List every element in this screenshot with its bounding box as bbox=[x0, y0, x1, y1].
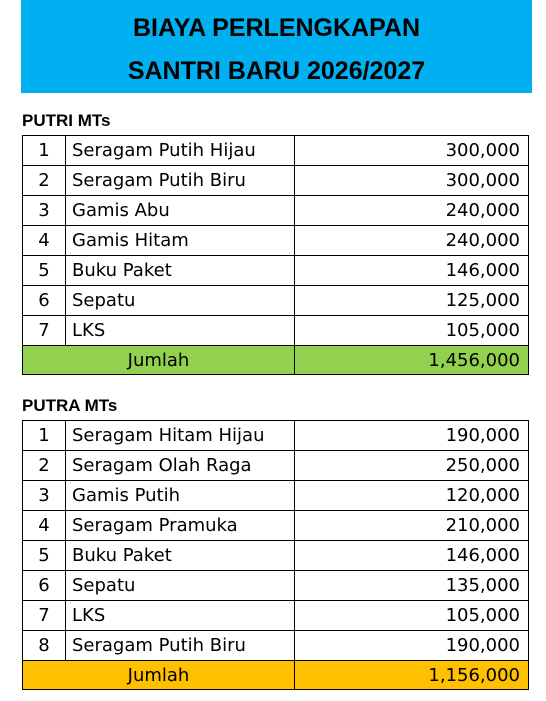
item-name-cell: Gamis Abu bbox=[66, 196, 295, 226]
price-cell: 105,000 bbox=[295, 601, 529, 631]
price-cell: 190,000 bbox=[295, 421, 529, 451]
table-row bbox=[23, 286, 529, 316]
price-cell: 240,000 bbox=[295, 226, 529, 256]
table-row bbox=[23, 136, 529, 166]
item-name-cell: Seragam Putih Biru bbox=[66, 166, 295, 196]
table-row bbox=[23, 601, 529, 631]
table-row bbox=[23, 421, 529, 451]
price-cell: 210,000 bbox=[295, 511, 529, 541]
title-banner bbox=[21, 0, 532, 93]
table-row bbox=[23, 226, 529, 256]
total-row bbox=[23, 661, 529, 690]
table-row bbox=[23, 481, 529, 511]
table-row bbox=[23, 196, 529, 226]
table-row bbox=[23, 451, 529, 481]
price-cell: 146,000 bbox=[295, 541, 529, 571]
table-row bbox=[23, 256, 529, 286]
price-cell: 300,000 bbox=[295, 166, 529, 196]
section-title-putra: PUTRA MTs bbox=[22, 396, 118, 415]
table-row bbox=[23, 511, 529, 541]
price-cell: 190,000 bbox=[295, 631, 529, 661]
row-number-cell: 7 bbox=[23, 316, 66, 346]
row-number-cell: 3 bbox=[23, 196, 66, 226]
total-label: Jumlah bbox=[23, 661, 295, 690]
item-name-cell: Sepatu bbox=[66, 286, 295, 316]
item-name-cell: Buku Paket bbox=[66, 256, 295, 286]
row-number-cell: 1 bbox=[23, 421, 66, 451]
total-value: 1,156,000 bbox=[295, 661, 529, 690]
row-number-cell: 8 bbox=[23, 631, 66, 661]
total-value: 1,456,000 bbox=[295, 346, 529, 375]
table-row bbox=[23, 316, 529, 346]
row-number-cell: 5 bbox=[23, 256, 66, 286]
total-row bbox=[23, 346, 529, 375]
row-number-cell: 2 bbox=[23, 451, 66, 481]
row-number-cell: 2 bbox=[23, 166, 66, 196]
row-number-cell: 3 bbox=[23, 481, 66, 511]
price-cell: 300,000 bbox=[295, 136, 529, 166]
row-number-cell: 1 bbox=[23, 136, 66, 166]
price-cell: 105,000 bbox=[295, 316, 529, 346]
item-name-cell: Buku Paket bbox=[66, 541, 295, 571]
table-row bbox=[23, 571, 529, 601]
row-number-cell: 4 bbox=[23, 226, 66, 256]
price-cell: 146,000 bbox=[295, 256, 529, 286]
table-row bbox=[23, 166, 529, 196]
row-number-cell: 6 bbox=[23, 571, 66, 601]
price-cell: 250,000 bbox=[295, 451, 529, 481]
item-name-cell: Gamis Putih bbox=[66, 481, 295, 511]
table-putra bbox=[22, 420, 529, 690]
table-putri bbox=[22, 135, 529, 375]
item-name-cell: Seragam Olah Raga bbox=[66, 451, 295, 481]
row-number-cell: 6 bbox=[23, 286, 66, 316]
table-row bbox=[23, 541, 529, 571]
item-name-cell: Seragam Hitam Hijau bbox=[66, 421, 295, 451]
item-name-cell: LKS bbox=[66, 316, 295, 346]
price-cell: 240,000 bbox=[295, 196, 529, 226]
item-name-cell: Sepatu bbox=[66, 571, 295, 601]
row-number-cell: 4 bbox=[23, 511, 66, 541]
item-name-cell: Gamis Hitam bbox=[66, 226, 295, 256]
item-name-cell: Seragam Putih Hijau bbox=[66, 136, 295, 166]
price-cell: 135,000 bbox=[295, 571, 529, 601]
title-line-2: SANTRI BARU 2026/2027 bbox=[127, 57, 426, 85]
row-number-cell: 5 bbox=[23, 541, 66, 571]
title-line-1: BIAYA PERLENGKAPAN bbox=[132, 14, 421, 42]
total-label: Jumlah bbox=[23, 346, 295, 375]
row-number-cell: 7 bbox=[23, 601, 66, 631]
item-name-cell: LKS bbox=[66, 601, 295, 631]
item-name-cell: Seragam Pramuka bbox=[66, 511, 295, 541]
item-name-cell: Seragam Putih Biru bbox=[66, 631, 295, 661]
price-cell: 120,000 bbox=[295, 481, 529, 511]
price-cell: 125,000 bbox=[295, 286, 529, 316]
section-title-putri: PUTRI MTs bbox=[22, 111, 111, 130]
table-row bbox=[23, 631, 529, 661]
